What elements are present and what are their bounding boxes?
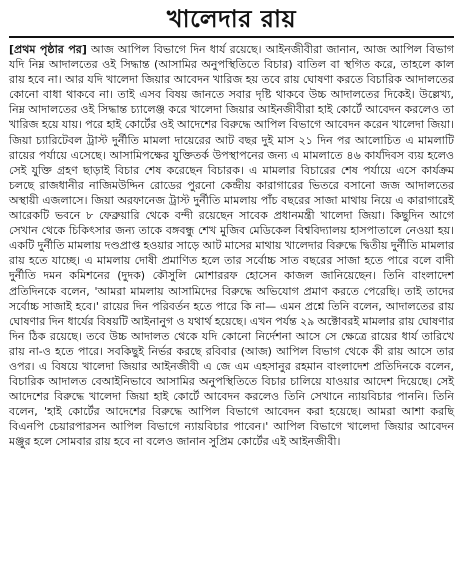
- article-body-text: আজ আপিল বিভাগে দিন ধার্য রয়েছে। আইনজীবীরা জানান, আজ আপিল বিভাগ যদি নিম্ন আদালতের ওই সিদ্ধান্ত (আসামির অনুপস্থিতিতে বিচার) বাতিল বা স্থগিত করে, তাহলে কাল রায় হবে না। আর যদি খালেদা জিয়ার আবেদন খারিজ হয় তবে রায় ঘোষণা করতে বিচারিক আদালতের কোনো বাধা থাকবে না। তাই এসব বিষয় জানতে সবার দৃষ্টি থাকবে উচ্চ আদালতের দিকেই। উল্লেখ্য, নিম্ন আদালতের ওই সিদ্ধান্ত চ্যালেঞ্জ করে খালেদা জিয়ার আইনজীবীরা হাই কোর্টে আবেদন করলেও তা খারিজ হয়ে যায়। পরে হাই কোর্টের ওই আদেশের বিরুদ্ধে আপিল বিভাগে আবেদন করেন খালেদা জিয়া। জিয়া চ্যারিটেবল ট্রাস্ট দুর্নীতি মামলা দায়েরের আট বছর দুই মাস ২১ দিন পর আলোচিত এ মামলাটি রায়ের পর্যায়ে এসেছে। আসামিপক্ষের যুক্তিতর্ক উপস্থাপনের জন্য এ মামলাতে ৪৬ কার্যদিবস ব্যয় হলেও সেই যুক্তি গ্রহণ ছাড়াই বিচার শেষ করেছেন বিচারক। এ মামলার বিচারের শেষ পর্যায়ে এসে কার্যক্রম চলছে রাজধানীর নাজিমউদ্দিন রোডের পুরনো কেন্দ্রীয় কারাগারের ভিতরে বসানো জজ আদালতের অস্থায়ী এজলাসে। জিয়া অরফানেজ ট্রাস্ট দুর্নীতি মামলায় পাঁচ বছরের সাজা মাথায় নিয়ে এ কারাগারেই আরেকটি ভবনে ৮ ফেব্রুয়ারি থেকে বন্দী রয়েছেন সাবেক প্রধানমন্ত্রী খালেদা জিয়া। কিছুদিন আগে সেখান থেকে চিকিৎসার জন্য তাকে বঙ্গবন্ধু শেখ মুজিব মেডিকেল বিশ্ববিদ্যালয় হাসপাতালে নেওয়া হয়। একটি দুর্নীতি মামলায় দণ্ডপ্রাপ্ত হওয়ার সাড়ে আট মাসের মাথায় খালেদার বিরুদ্ধে দ্বিতীয় দুর্নীতি মামলার রায় হতে যাচ্ছে। এ মামলায় দোষী প্রমাণিত হলে তার সর্বোচ্চ সাত বছরের সাজা হতে পারে বলে বাদী দুর্নীতি দমন কমিশনের (দুদক) কৌসুলি মোশাররফ হোসেন কাজল জানিয়েছেন। তিনি বাংলাদেশ প্রতিদিনকে বলেন, 'আমরা মামলায় আসামিদের বিরুদ্ধে অভিযোগ প্রমাণ করতে পেরেছি। তাই তাদের সর্বোচ্চ সাজাই হবে।' রায়ের দিন পরিবর্তন হতে পারে কি না— এমন প্রশ্নে তিনি বলেন, আদালতের রায় ঘোষণার দিন ধার্যের বিষয়টি আইনানুগ ও যথার্থ হয়েছে। এখন পর্যন্ত ২৯ অক্টোবরই মামলার রায় ঘোষণার দিন ঠিক রয়েছে। তবে উচ্চ আদালত থেকে যদি কোনো নির্দেশনা আসে সে ক্ষেত্রে রায়ের ধার্য তারিখে রায় না-ও হতে পারে। সবকিছুই নির্ভর করছে রবিবার (আজ) আপিল বিভাগ থেকে কী রায় আসে তার ওপর। এ বিষয়ে খালেদা জিয়ার আইনজীবী এ জে এম এহসানুর রহমান বাংলাদেশ প্রতিদিনকে বলেন, বিচারিক আদালত বেআইনিভাবে আসামির অনুপস্থিতিতে বিচার চালিয়ে যাওয়ার আদেশ দিয়েছে। সেই আদেশের বিরুদ্ধে খালেদা জিয়া হাই কোর্টে আবেদন করলেও তিনি সেখানে ন্যায়বিচার পাননি। তিনি বলেন, 'হাই কোর্টের আদেশের বিরুদ্ধে আপিল বিভাগে আবেদন করা হয়েছে। আমরা আশা করছি বিএনপি চেয়ারপারসন আপিল বিভাগে ন্যায়বিচার পাবেন।' আপিল বিভাগে খালেদা জিয়ার আবেদন মঞ্জুর হলে সোমবার রায় হবে না বলেও জানান সুপ্রিম কোর্টের এই আইনজীবী।: [9, 43, 454, 449]
- continued-from-label: [প্রথম পৃষ্ঠার পর]: [9, 43, 87, 56]
- article-headline: খালেদার রায়: [166, 5, 297, 33]
- article-body: [9, 42, 454, 450]
- headline-divider: [9, 36, 454, 38]
